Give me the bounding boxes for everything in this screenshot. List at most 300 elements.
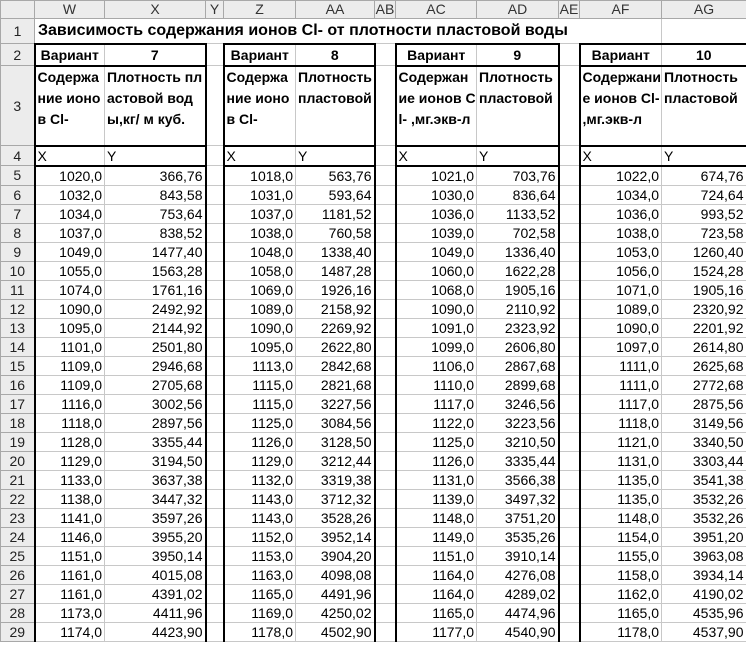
- y-value-cell[interactable]: 3637,38: [105, 470, 206, 489]
- x-value-cell[interactable]: 1038,0: [580, 223, 662, 242]
- x-value-cell[interactable]: 1122,0: [396, 413, 477, 432]
- variant-label[interactable]: Вариант: [35, 44, 105, 66]
- select-all-corner[interactable]: [1, 1, 35, 19]
- x-value-cell[interactable]: 1161,0: [35, 584, 105, 603]
- x-value-cell[interactable]: 1034,0: [35, 204, 105, 223]
- x-value-cell[interactable]: 1133,0: [35, 470, 105, 489]
- y-value-cell[interactable]: 2320,92: [662, 299, 746, 318]
- x-value-cell[interactable]: 1109,0: [35, 375, 105, 394]
- x-value-cell[interactable]: 1129,0: [224, 451, 296, 470]
- y-value-cell[interactable]: 3303,44: [662, 451, 746, 470]
- y-value-cell[interactable]: 2110,92: [477, 299, 559, 318]
- y-value-cell[interactable]: 3528,26: [296, 508, 375, 527]
- empty-cell[interactable]: [662, 19, 746, 44]
- row-header[interactable]: 5: [1, 166, 35, 186]
- spacer-cell[interactable]: [375, 318, 396, 337]
- x-value-cell[interactable]: 1090,0: [35, 299, 105, 318]
- y-value-cell[interactable]: 702,58: [477, 223, 559, 242]
- y-value-cell[interactable]: 2144,92: [105, 318, 206, 337]
- y-value-cell[interactable]: 4098,08: [296, 565, 375, 584]
- row-header[interactable]: 27: [1, 584, 35, 603]
- x-value-cell[interactable]: 1111,0: [580, 356, 662, 375]
- y-value-cell[interactable]: 2772,68: [662, 375, 746, 394]
- spacer-cell[interactable]: [559, 44, 580, 66]
- y-value-cell[interactable]: 3335,44: [477, 451, 559, 470]
- y-value-cell[interactable]: 2323,92: [477, 318, 559, 337]
- x-label[interactable]: X: [224, 146, 296, 166]
- y-value-cell[interactable]: 3541,38: [662, 470, 746, 489]
- x-value-cell[interactable]: 1164,0: [396, 584, 477, 603]
- variant-number[interactable]: 8: [296, 44, 375, 66]
- spacer-cell[interactable]: [206, 299, 224, 318]
- row-header[interactable]: 17: [1, 394, 35, 413]
- y-value-cell[interactable]: 3951,20: [662, 527, 746, 546]
- x-value-cell[interactable]: 1115,0: [224, 375, 296, 394]
- x-value-cell[interactable]: 1106,0: [396, 356, 477, 375]
- y-value-cell[interactable]: 3210,50: [477, 432, 559, 451]
- spacer-cell[interactable]: [375, 356, 396, 375]
- spacer-cell[interactable]: [559, 166, 580, 186]
- column-description-x[interactable]: Содержание ионов Cl- ,мг.экв-л: [580, 66, 662, 146]
- y-value-cell[interactable]: 1477,40: [105, 242, 206, 261]
- spacer-cell[interactable]: [206, 146, 224, 166]
- y-value-cell[interactable]: 4474,96: [477, 603, 559, 622]
- x-value-cell[interactable]: 1113,0: [224, 356, 296, 375]
- y-value-cell[interactable]: 4190,02: [662, 584, 746, 603]
- row-header[interactable]: 11: [1, 280, 35, 299]
- x-value-cell[interactable]: 1030,0: [396, 185, 477, 204]
- spacer-cell[interactable]: [206, 204, 224, 223]
- row-header[interactable]: 6: [1, 185, 35, 204]
- x-value-cell[interactable]: 1021,0: [396, 166, 477, 186]
- y-value-cell[interactable]: 366,76: [105, 166, 206, 186]
- x-value-cell[interactable]: 1032,0: [35, 185, 105, 204]
- spacer-cell[interactable]: [559, 356, 580, 375]
- spacer-cell[interactable]: [559, 622, 580, 641]
- spacer-cell[interactable]: [559, 299, 580, 318]
- x-value-cell[interactable]: 1097,0: [580, 337, 662, 356]
- row-header[interactable]: 3: [1, 66, 35, 146]
- spacer-cell[interactable]: [375, 470, 396, 489]
- y-value-cell[interactable]: 3950,14: [105, 546, 206, 565]
- x-value-cell[interactable]: 1115,0: [224, 394, 296, 413]
- y-value-cell[interactable]: 3712,32: [296, 489, 375, 508]
- row-header[interactable]: 4: [1, 146, 35, 166]
- x-value-cell[interactable]: 1117,0: [580, 394, 662, 413]
- spacer-cell[interactable]: [559, 451, 580, 470]
- column-description-x[interactable]: Содержание ионов Cl- ,мг.экв-л: [396, 66, 477, 146]
- spacer-cell[interactable]: [375, 44, 396, 66]
- y-value-cell[interactable]: 1926,16: [296, 280, 375, 299]
- x-value-cell[interactable]: 1138,0: [35, 489, 105, 508]
- y-value-cell[interactable]: 3194,50: [105, 451, 206, 470]
- x-value-cell[interactable]: 1131,0: [396, 470, 477, 489]
- row-header[interactable]: 21: [1, 470, 35, 489]
- spacer-cell[interactable]: [559, 470, 580, 489]
- y-value-cell[interactable]: 2622,80: [296, 337, 375, 356]
- spacer-cell[interactable]: [375, 375, 396, 394]
- x-value-cell[interactable]: 1178,0: [580, 622, 662, 641]
- spacer-cell[interactable]: [206, 280, 224, 299]
- spacer-cell[interactable]: [375, 413, 396, 432]
- x-value-cell[interactable]: 1058,0: [224, 261, 296, 280]
- y-value-cell[interactable]: 2625,68: [662, 356, 746, 375]
- spacer-cell[interactable]: [375, 584, 396, 603]
- y-value-cell[interactable]: 4423,90: [105, 622, 206, 641]
- y-value-cell[interactable]: 2492,92: [105, 299, 206, 318]
- y-value-cell[interactable]: 4502,90: [296, 622, 375, 641]
- spacer-cell[interactable]: [559, 603, 580, 622]
- spacer-cell[interactable]: [206, 603, 224, 622]
- y-value-cell[interactable]: 3532,26: [662, 508, 746, 527]
- spacer-cell[interactable]: [559, 242, 580, 261]
- x-value-cell[interactable]: 1148,0: [396, 508, 477, 527]
- y-value-cell[interactable]: 2842,68: [296, 356, 375, 375]
- spacer-cell[interactable]: [206, 166, 224, 186]
- spacer-cell[interactable]: [375, 527, 396, 546]
- spacer-cell[interactable]: [559, 261, 580, 280]
- x-value-cell[interactable]: 1068,0: [396, 280, 477, 299]
- variant-number[interactable]: 7: [105, 44, 206, 66]
- x-value-cell[interactable]: 1049,0: [396, 242, 477, 261]
- spacer-cell[interactable]: [559, 527, 580, 546]
- y-value-cell[interactable]: 3597,26: [105, 508, 206, 527]
- x-value-cell[interactable]: 1152,0: [224, 527, 296, 546]
- row-header[interactable]: 25: [1, 546, 35, 565]
- x-value-cell[interactable]: 1148,0: [580, 508, 662, 527]
- spacer-cell[interactable]: [559, 146, 580, 166]
- y-value-cell[interactable]: 563,76: [296, 166, 375, 186]
- spacer-cell[interactable]: [375, 337, 396, 356]
- x-value-cell[interactable]: 1089,0: [224, 299, 296, 318]
- x-label[interactable]: X: [580, 146, 662, 166]
- y-value-cell[interactable]: 2269,92: [296, 318, 375, 337]
- row-header[interactable]: 19: [1, 432, 35, 451]
- x-value-cell[interactable]: 1034,0: [580, 185, 662, 204]
- y-label[interactable]: Y: [105, 146, 206, 166]
- spacer-cell[interactable]: [559, 508, 580, 527]
- x-value-cell[interactable]: 1132,0: [224, 470, 296, 489]
- y-value-cell[interactable]: 4391,02: [105, 584, 206, 603]
- spacer-cell[interactable]: [375, 603, 396, 622]
- x-value-cell[interactable]: 1165,0: [580, 603, 662, 622]
- row-header[interactable]: 7: [1, 204, 35, 223]
- x-value-cell[interactable]: 1031,0: [224, 185, 296, 204]
- x-value-cell[interactable]: 1177,0: [396, 622, 477, 641]
- y-label[interactable]: Y: [662, 146, 746, 166]
- column-header-x[interactable]: X: [105, 1, 206, 19]
- spacer-cell[interactable]: [206, 375, 224, 394]
- y-value-cell[interactable]: 723,58: [662, 223, 746, 242]
- y-value-cell[interactable]: 3952,14: [296, 527, 375, 546]
- x-value-cell[interactable]: 1169,0: [224, 603, 296, 622]
- spacer-cell[interactable]: [375, 242, 396, 261]
- spacer-cell[interactable]: [206, 337, 224, 356]
- spacer-cell[interactable]: [206, 318, 224, 337]
- y-value-cell[interactable]: 724,64: [662, 185, 746, 204]
- spacer-cell[interactable]: [206, 223, 224, 242]
- column-header-ad[interactable]: AD: [477, 1, 559, 19]
- spacer-cell[interactable]: [206, 185, 224, 204]
- x-value-cell[interactable]: 1174,0: [35, 622, 105, 641]
- x-value-cell[interactable]: 1131,0: [580, 451, 662, 470]
- column-header-aa[interactable]: AA: [296, 1, 375, 19]
- x-value-cell[interactable]: 1095,0: [224, 337, 296, 356]
- y-value-cell[interactable]: 3910,14: [477, 546, 559, 565]
- y-value-cell[interactable]: 3497,32: [477, 489, 559, 508]
- y-value-cell[interactable]: 3227,56: [296, 394, 375, 413]
- y-value-cell[interactable]: 2867,68: [477, 356, 559, 375]
- y-value-cell[interactable]: 2821,68: [296, 375, 375, 394]
- y-value-cell[interactable]: 3149,56: [662, 413, 746, 432]
- y-value-cell[interactable]: 1905,16: [477, 280, 559, 299]
- spacer-cell[interactable]: [559, 375, 580, 394]
- x-value-cell[interactable]: 1069,0: [224, 280, 296, 299]
- row-header[interactable]: 8: [1, 223, 35, 242]
- spacer-cell[interactable]: [206, 584, 224, 603]
- y-value-cell[interactable]: 993,52: [662, 204, 746, 223]
- y-value-cell[interactable]: 2946,68: [105, 356, 206, 375]
- y-value-cell[interactable]: 3955,20: [105, 527, 206, 546]
- y-value-cell[interactable]: 2201,92: [662, 318, 746, 337]
- x-value-cell[interactable]: 1126,0: [224, 432, 296, 451]
- spacer-cell[interactable]: [375, 489, 396, 508]
- column-header-ab[interactable]: AB: [375, 1, 395, 17]
- x-value-cell[interactable]: 1116,0: [35, 394, 105, 413]
- y-value-cell[interactable]: 760,58: [296, 223, 375, 242]
- y-value-cell[interactable]: 4411,96: [105, 603, 206, 622]
- x-value-cell[interactable]: 1037,0: [224, 204, 296, 223]
- y-value-cell[interactable]: 2158,92: [296, 299, 375, 318]
- spacer-cell[interactable]: [206, 356, 224, 375]
- x-value-cell[interactable]: 1018,0: [224, 166, 296, 186]
- x-value-cell[interactable]: 1164,0: [396, 565, 477, 584]
- spacer-cell[interactable]: [559, 584, 580, 603]
- spacer-cell[interactable]: [206, 44, 224, 66]
- spacer-cell[interactable]: [206, 261, 224, 280]
- spacer-cell[interactable]: [206, 394, 224, 413]
- y-value-cell[interactable]: 1260,40: [662, 242, 746, 261]
- row-header[interactable]: 12: [1, 299, 35, 318]
- x-value-cell[interactable]: 1128,0: [35, 432, 105, 451]
- column-description-x[interactable]: Содержание ионов Cl-: [35, 66, 105, 146]
- y-value-cell[interactable]: 3963,08: [662, 546, 746, 565]
- x-value-cell[interactable]: 1056,0: [580, 261, 662, 280]
- x-value-cell[interactable]: 1039,0: [396, 223, 477, 242]
- column-description-y[interactable]: Плотность пластовой: [662, 66, 746, 146]
- x-value-cell[interactable]: 1158,0: [580, 565, 662, 584]
- spacer-cell[interactable]: [559, 489, 580, 508]
- x-value-cell[interactable]: 1090,0: [396, 299, 477, 318]
- y-value-cell[interactable]: 1181,52: [296, 204, 375, 223]
- x-label[interactable]: X: [35, 146, 105, 166]
- spacer-cell[interactable]: [559, 394, 580, 413]
- x-value-cell[interactable]: 1151,0: [396, 546, 477, 565]
- spacer-cell[interactable]: [375, 565, 396, 584]
- y-value-cell[interactable]: 843,58: [105, 185, 206, 204]
- y-value-cell[interactable]: 703,76: [477, 166, 559, 186]
- row-header[interactable]: 28: [1, 603, 35, 622]
- x-value-cell[interactable]: 1037,0: [35, 223, 105, 242]
- row-header[interactable]: 20: [1, 451, 35, 470]
- y-value-cell[interactable]: 3002,56: [105, 394, 206, 413]
- row-header[interactable]: 2: [1, 44, 35, 66]
- variant-number[interactable]: 10: [662, 44, 746, 66]
- column-header-z[interactable]: Z: [224, 1, 296, 19]
- x-value-cell[interactable]: 1173,0: [35, 603, 105, 622]
- column-header-w[interactable]: W: [35, 1, 105, 19]
- x-value-cell[interactable]: 1165,0: [396, 603, 477, 622]
- spacer-cell[interactable]: [559, 318, 580, 337]
- x-value-cell[interactable]: 1117,0: [396, 394, 477, 413]
- spacer-cell[interactable]: [206, 489, 224, 508]
- x-value-cell[interactable]: 1060,0: [396, 261, 477, 280]
- x-value-cell[interactable]: 1053,0: [580, 242, 662, 261]
- x-value-cell[interactable]: 1149,0: [396, 527, 477, 546]
- y-value-cell[interactable]: 4537,90: [662, 622, 746, 641]
- x-value-cell[interactable]: 1036,0: [580, 204, 662, 223]
- y-value-cell[interactable]: 3212,44: [296, 451, 375, 470]
- y-value-cell[interactable]: 753,64: [105, 204, 206, 223]
- spacer-cell[interactable]: [559, 280, 580, 299]
- spacer-cell[interactable]: [206, 242, 224, 261]
- x-value-cell[interactable]: 1099,0: [396, 337, 477, 356]
- spacer-cell[interactable]: [375, 280, 396, 299]
- row-header[interactable]: 29: [1, 622, 35, 641]
- y-value-cell[interactable]: 1338,40: [296, 242, 375, 261]
- spacer-cell[interactable]: [559, 337, 580, 356]
- x-value-cell[interactable]: 1141,0: [35, 508, 105, 527]
- y-value-cell[interactable]: 2501,80: [105, 337, 206, 356]
- spacer-cell[interactable]: [206, 565, 224, 584]
- y-value-cell[interactable]: 2875,56: [662, 394, 746, 413]
- x-value-cell[interactable]: 1163,0: [224, 565, 296, 584]
- x-value-cell[interactable]: 1126,0: [396, 451, 477, 470]
- spacer-cell[interactable]: [375, 261, 396, 280]
- y-value-cell[interactable]: 3447,32: [105, 489, 206, 508]
- spacer-cell[interactable]: [206, 508, 224, 527]
- y-value-cell[interactable]: 1761,16: [105, 280, 206, 299]
- column-description-y[interactable]: Плотность пластовой воды,кг/ м куб.: [105, 66, 206, 146]
- x-value-cell[interactable]: 1129,0: [35, 451, 105, 470]
- y-value-cell[interactable]: 3355,44: [105, 432, 206, 451]
- x-value-cell[interactable]: 1089,0: [580, 299, 662, 318]
- spacer-cell[interactable]: [559, 546, 580, 565]
- y-value-cell[interactable]: 4491,96: [296, 584, 375, 603]
- y-value-cell[interactable]: 3340,50: [662, 432, 746, 451]
- x-value-cell[interactable]: 1161,0: [35, 565, 105, 584]
- y-value-cell[interactable]: 3223,56: [477, 413, 559, 432]
- row-header[interactable]: 1: [1, 19, 35, 44]
- spacer-cell[interactable]: [375, 508, 396, 527]
- x-value-cell[interactable]: 1143,0: [224, 508, 296, 527]
- column-header-ag[interactable]: AG: [662, 1, 746, 19]
- x-value-cell[interactable]: 1146,0: [35, 527, 105, 546]
- y-value-cell[interactable]: 3751,20: [477, 508, 559, 527]
- x-value-cell[interactable]: 1049,0: [35, 242, 105, 261]
- spacer-cell[interactable]: [375, 432, 396, 451]
- y-value-cell[interactable]: 3084,56: [296, 413, 375, 432]
- sheet-title[interactable]: Зависимость содержания ионов Cl- от плотности пластовой воды: [35, 19, 662, 44]
- row-header[interactable]: 23: [1, 508, 35, 527]
- y-label[interactable]: Y: [296, 146, 375, 166]
- variant-label[interactable]: Вариант: [396, 44, 477, 66]
- x-value-cell[interactable]: 1151,0: [35, 546, 105, 565]
- row-header[interactable]: 10: [1, 261, 35, 280]
- spacer-cell[interactable]: [206, 546, 224, 565]
- y-value-cell[interactable]: 3934,14: [662, 565, 746, 584]
- y-value-cell[interactable]: 4015,08: [105, 565, 206, 584]
- x-value-cell[interactable]: 1109,0: [35, 356, 105, 375]
- spacer-cell[interactable]: [375, 546, 396, 565]
- x-value-cell[interactable]: 1022,0: [580, 166, 662, 186]
- column-description-x[interactable]: Содержание ионов Cl-: [224, 66, 296, 146]
- y-value-cell[interactable]: 2705,68: [105, 375, 206, 394]
- x-value-cell[interactable]: 1139,0: [396, 489, 477, 508]
- y-value-cell[interactable]: 2897,56: [105, 413, 206, 432]
- y-value-cell[interactable]: 1622,28: [477, 261, 559, 280]
- spacer-cell[interactable]: [206, 432, 224, 451]
- y-value-cell[interactable]: 1487,28: [296, 261, 375, 280]
- y-value-cell[interactable]: 4540,90: [477, 622, 559, 641]
- x-value-cell[interactable]: 1135,0: [580, 470, 662, 489]
- x-value-cell[interactable]: 1178,0: [224, 622, 296, 641]
- y-value-cell[interactable]: 2899,68: [477, 375, 559, 394]
- x-value-cell[interactable]: 1095,0: [35, 318, 105, 337]
- x-value-cell[interactable]: 1118,0: [35, 413, 105, 432]
- y-value-cell[interactable]: 4289,02: [477, 584, 559, 603]
- spacer-cell[interactable]: [206, 413, 224, 432]
- y-value-cell[interactable]: 2614,80: [662, 337, 746, 356]
- y-value-cell[interactable]: 3246,56: [477, 394, 559, 413]
- spacer-cell[interactable]: [375, 166, 396, 186]
- y-label[interactable]: Y: [477, 146, 559, 166]
- spacer-cell[interactable]: [559, 185, 580, 204]
- x-label[interactable]: X: [396, 146, 477, 166]
- spacer-cell[interactable]: [559, 432, 580, 451]
- spacer-cell[interactable]: [559, 66, 580, 146]
- spacer-cell[interactable]: [375, 394, 396, 413]
- y-value-cell[interactable]: 1133,52: [477, 204, 559, 223]
- x-value-cell[interactable]: 1135,0: [580, 489, 662, 508]
- variant-number[interactable]: 9: [477, 44, 559, 66]
- y-value-cell[interactable]: 4535,96: [662, 603, 746, 622]
- spacer-cell[interactable]: [206, 527, 224, 546]
- spacer-cell[interactable]: [375, 223, 396, 242]
- x-value-cell[interactable]: 1020,0: [35, 166, 105, 186]
- y-value-cell[interactable]: 4276,08: [477, 565, 559, 584]
- x-value-cell[interactable]: 1162,0: [580, 584, 662, 603]
- row-header[interactable]: 14: [1, 337, 35, 356]
- x-value-cell[interactable]: 1036,0: [396, 204, 477, 223]
- y-value-cell[interactable]: 593,64: [296, 185, 375, 204]
- x-value-cell[interactable]: 1091,0: [396, 318, 477, 337]
- spacer-cell[interactable]: [559, 204, 580, 223]
- row-header[interactable]: 13: [1, 318, 35, 337]
- row-header[interactable]: 15: [1, 356, 35, 375]
- x-value-cell[interactable]: 1090,0: [580, 318, 662, 337]
- y-value-cell[interactable]: 1336,40: [477, 242, 559, 261]
- spacer-cell[interactable]: [206, 622, 224, 641]
- x-value-cell[interactable]: 1121,0: [580, 432, 662, 451]
- spacer-cell[interactable]: [206, 66, 224, 146]
- spacer-cell[interactable]: [206, 470, 224, 489]
- y-value-cell[interactable]: 674,76: [662, 166, 746, 186]
- row-header[interactable]: 22: [1, 489, 35, 508]
- column-header-y[interactable]: Y: [206, 1, 224, 19]
- spacer-cell[interactable]: [559, 223, 580, 242]
- spacer-cell[interactable]: [559, 413, 580, 432]
